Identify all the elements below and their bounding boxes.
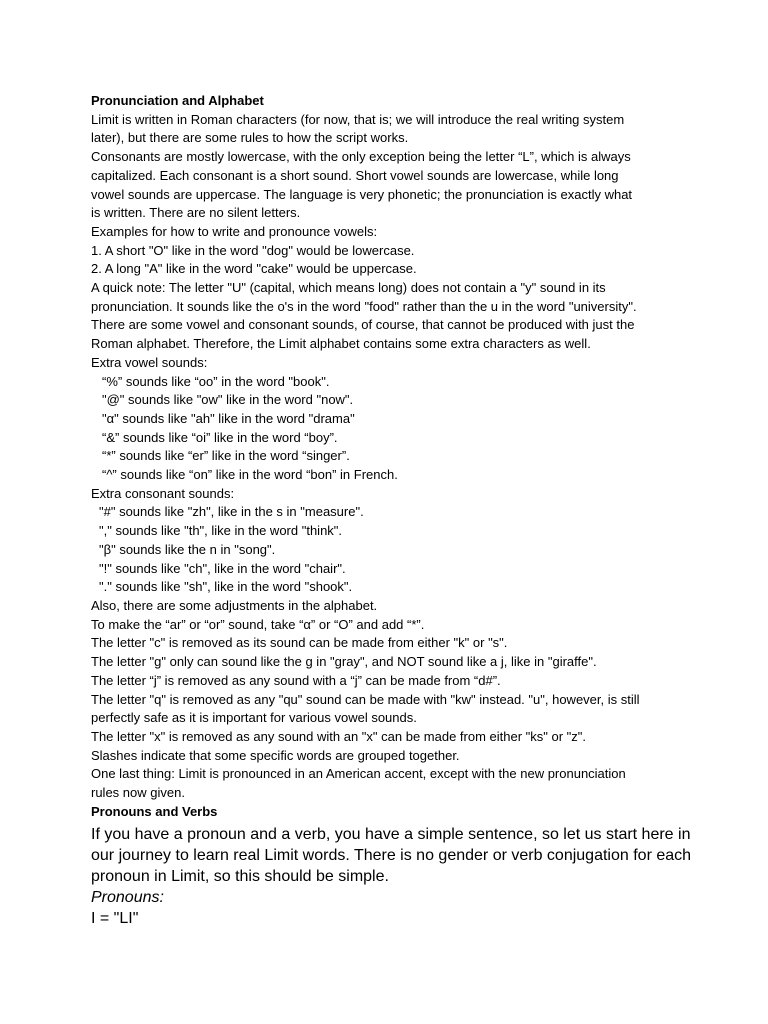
text-line: The letter "g" only can sound like the g in "gray", and NOT sound like a j, like in "giraffe". [91,654,597,670]
text-line: The letter "x" is removed as any sound with an "x" can be made from either "ks" or "z". [91,728,587,744]
text-line: Examples for how to write and pronounce vowels: [91,223,378,239]
text-line: later), but there are some rules to how the script works. [91,130,409,146]
list-item: "α" sounds like "ah" like in the word "drama" [102,410,355,426]
text-line: capitalized. Each consonant is a short sound. Short vowel sounds are lowercase, while long [91,167,619,183]
alphabet-adjustments [91,597,691,803]
list-item: "#" sounds like "zh", like in the s in "measure". [99,504,364,520]
list-item: "@" sounds like "ow" like in the word "now". [102,392,354,408]
text-line: Roman alphabet. Therefore, the Limit alphabet contains some extra characters as well. [91,336,591,352]
text-line: Also, there are some adjustments in the alphabet. [91,597,378,613]
text-line: vowel sounds are uppercase. The language is very phonetic; the pronunciation is exactly what [91,186,633,202]
text-line: To make the “ar” or “or” sound, take “α” or “O” and add “*”. [91,616,425,632]
text-line: If you have a pronoun and a verb, you have a simple sentence, so let us start here in [91,826,691,844]
text-line: pronoun in Limit, so this should be simple. [91,868,389,886]
text-line: 2. A long "A" like in the word "cake" would be uppercase. [91,261,417,277]
text-line: pronunciation. It sounds like the o's in the word "food" rather than the u in the word "university". [91,298,637,314]
pronoun-entry: I = "LI" [91,910,139,928]
text-line: There are some vowel and consonant sounds, of course, that cannot be produced with just the [91,317,635,333]
text-line: Limit is written in Roman characters (for now, that is; we will introduce the real writing system [91,111,625,127]
list-item: "," sounds like "th", like in the word "think". [99,523,343,539]
section-heading-pronouns-verbs: Pronouns and Verbs [91,803,218,819]
section-heading-pronunciation: Pronunciation and Alphabet [91,93,264,108]
vowel-list-heading: Extra vowel sounds: [91,354,208,370]
document-page [91,92,691,929]
intro-paragraphs [91,111,691,354]
text-line: Consonants are mostly lowercase, with the only exception being the letter “L”, which is always [91,149,631,165]
text-line: Slashes indicate that some specific words are grouped together. [91,747,460,763]
text-line: rules now given. [91,785,185,801]
consonant-list [91,503,691,597]
text-line: The letter "c" is removed as its sound can be made from either "k" or "s". [91,635,508,651]
vowel-list [91,373,691,485]
list-item: “^” sounds like “on” like in the word “bon” in French. [102,467,398,483]
text-line: is written. There are no silent letters. [91,205,301,221]
pronouns-intro [91,824,691,887]
list-item: “&” sounds like “oi” like in the word “boy”. [102,429,338,445]
list-item: “%” sounds like “oo” in the word "book". [102,373,330,389]
pronouns-subheading: Pronouns: [91,889,164,907]
text-line: The letter “j” is removed as any sound with a “j” can be made from “d#”. [91,672,501,688]
text-line: perfectly safe as it is important for various vowel sounds. [91,710,417,726]
text-line: One last thing: Limit is pronounced in an American accent, except with the new pronunciation [91,766,626,782]
text-line: 1. A short "O" like in the word "dog" would be lowercase. [91,242,415,258]
text-line: The letter "q" is removed as any "qu" sound can be made with "kw" instead. "u", however, is still [91,691,640,707]
text-line: our journey to learn real Limit words. There is no gender or verb conjugation for each [91,847,692,865]
list-item: “*” sounds like “er” like in the word “singer”. [102,448,350,464]
text-line: A quick note: The letter "U" (capital, which means long) does not contain a "y" sound in its [91,280,606,296]
consonant-list-heading: Extra consonant sounds: [91,485,235,501]
list-item: "!" sounds like "ch", like in the word "chair". [99,560,346,576]
list-item: "." sounds like "sh", like in the word "shook". [99,579,353,595]
list-item: "β" sounds like the n in "song". [99,541,276,557]
